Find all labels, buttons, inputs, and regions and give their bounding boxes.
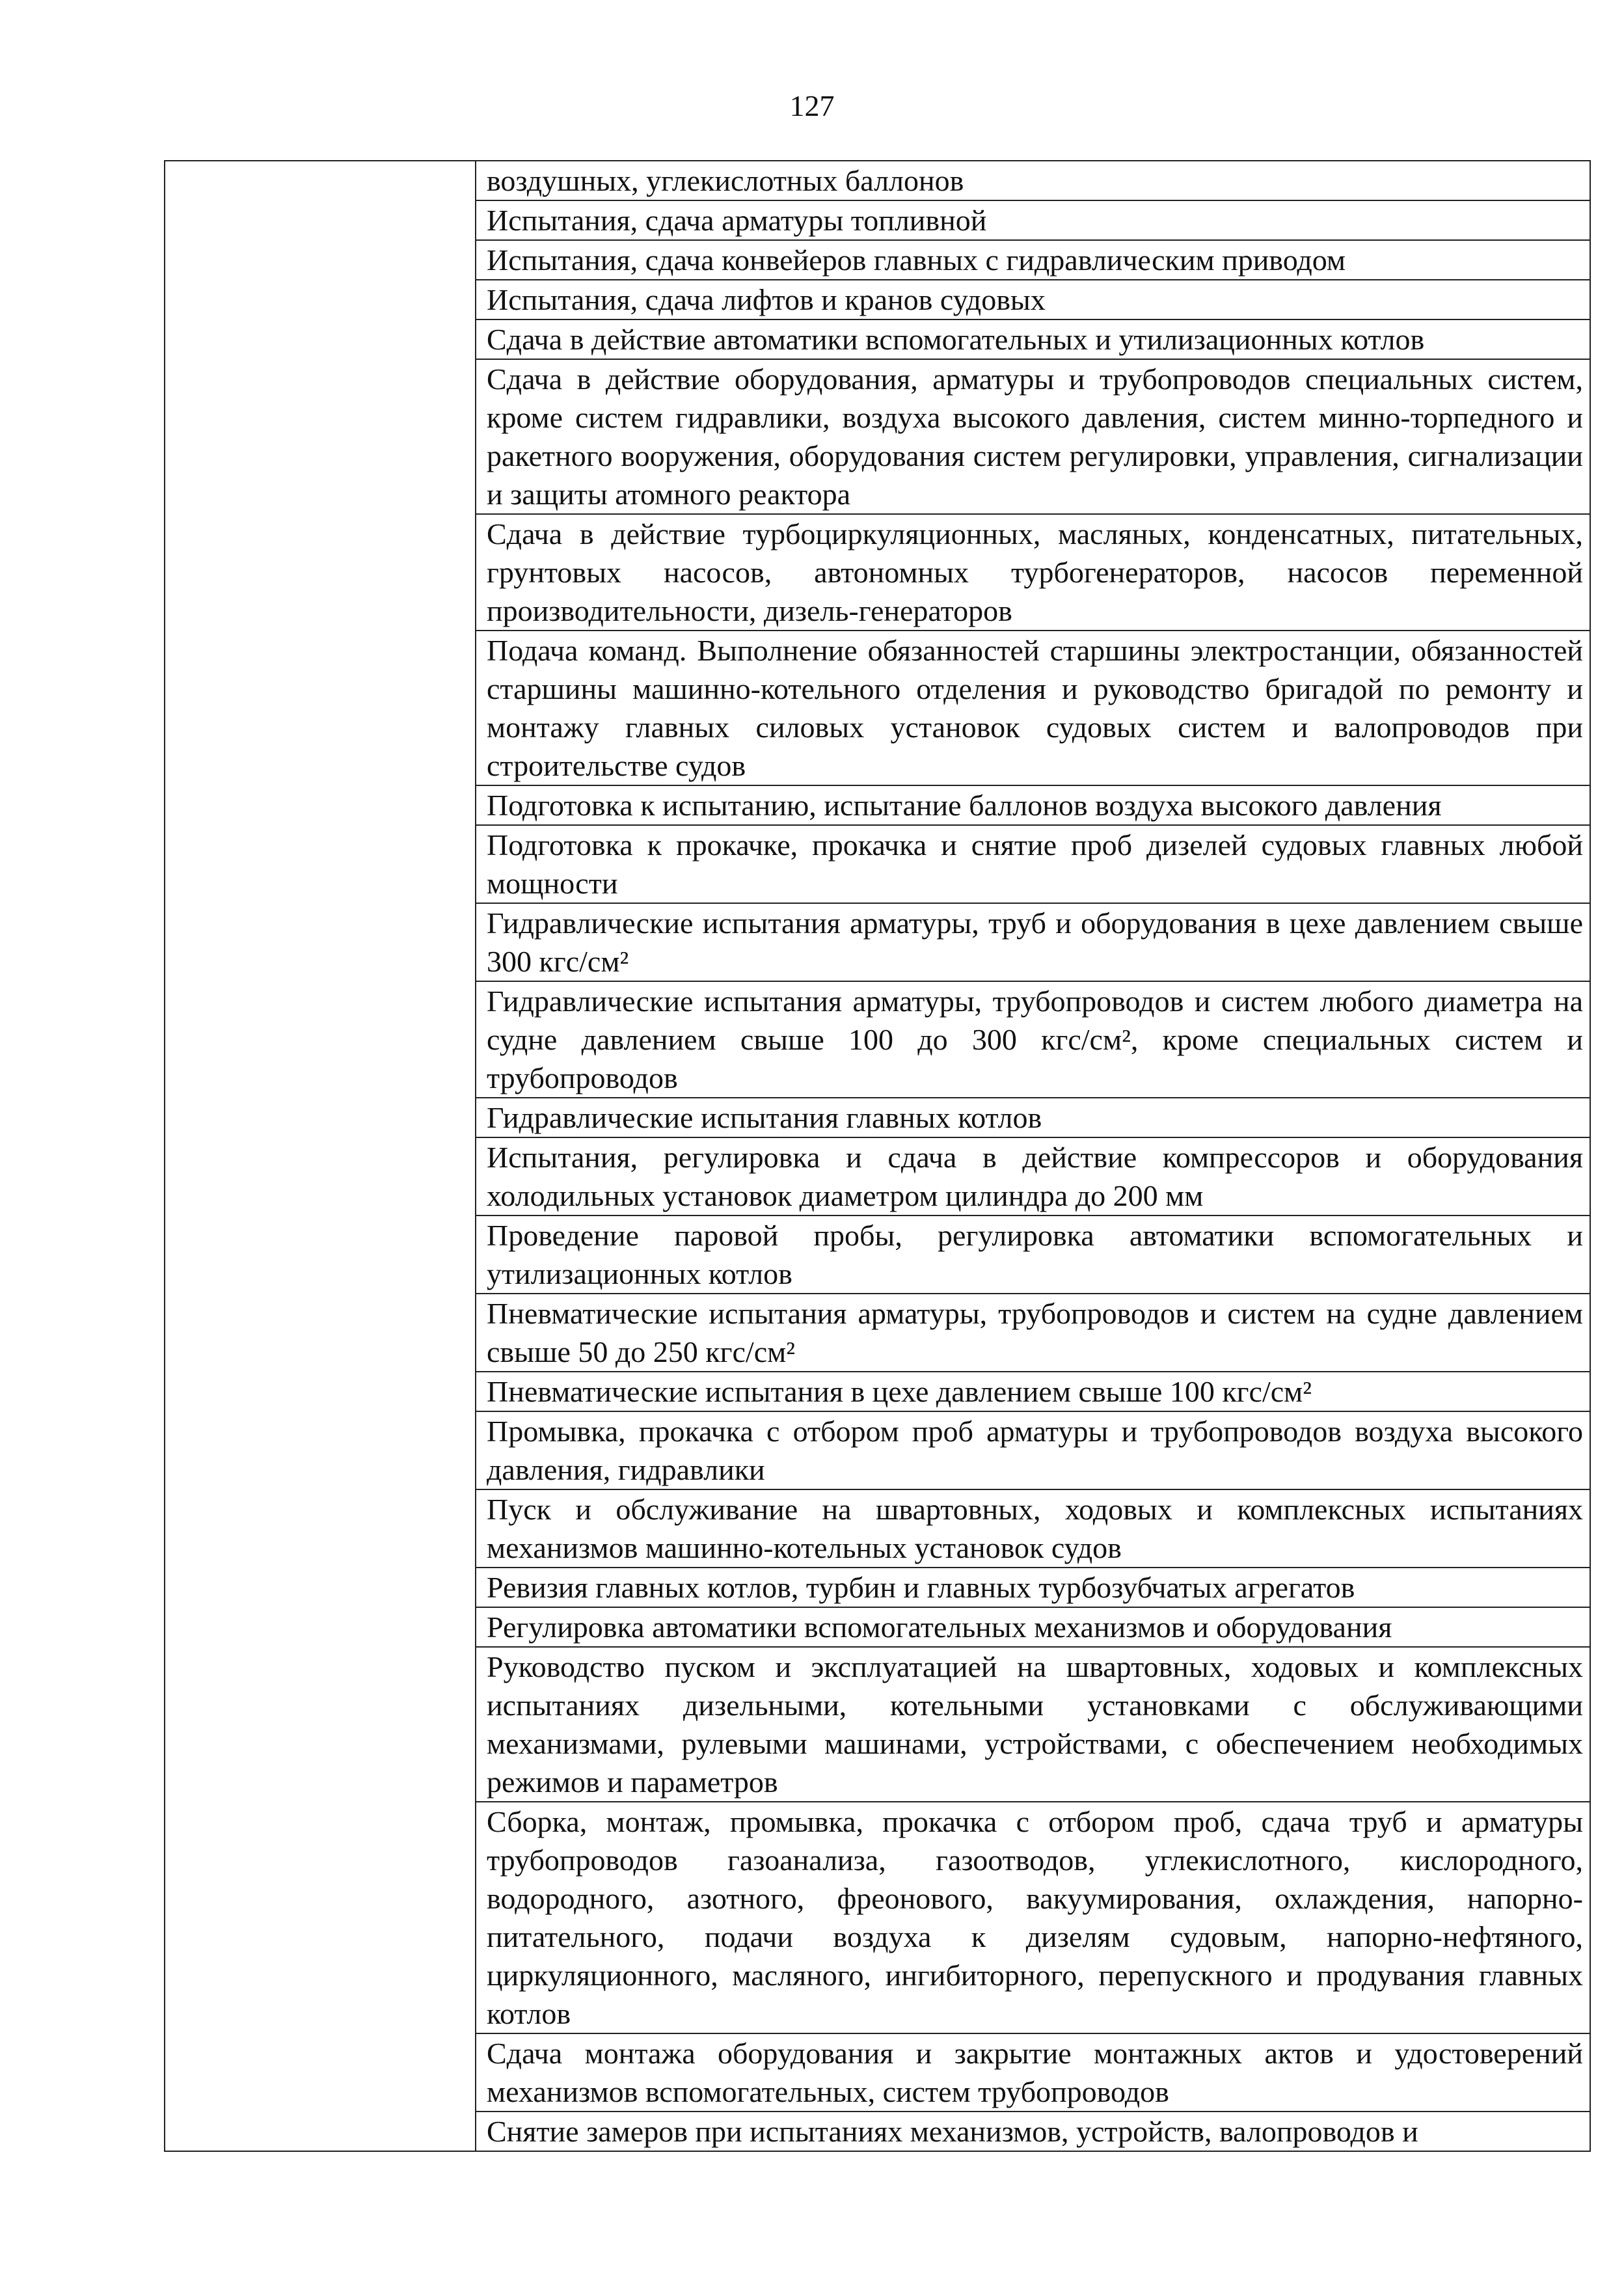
table-row: Сдача в действие турбоциркуляционных, масляных, конденсатных, питательных, грунтовых насосов, автономных турбогенераторов, насосов переменной производительности, дизель-генераторов <box>476 514 1590 631</box>
table-row: Ревизия главных котлов, турбин и главных турбозубчатых агрегатов <box>476 1568 1590 1607</box>
table-row: Регулировка автоматики вспомогательных механизмов и оборудования <box>476 1607 1590 1647</box>
table-row: Гидравлические испытания арматуры, труб и оборудования в цехе давлением свыше 300 кгс/см² <box>476 903 1590 981</box>
table-row: Сдача в действие оборудования, арматуры и трубопроводов специальных систем, кроме систем гидравлики, воздуха высокого давления, систем минно-торпедного и ракетного вооружения, оборудования систем регулировки, управления, сигнализации и защиты атомного реактора <box>476 359 1590 514</box>
table-row: Подготовка к испытанию, испытание баллонов воздуха высокого давления <box>476 785 1590 825</box>
table-row: Пуск и обслуживание на швартовных, ходовых и комплексных испытаниях механизмов машинно-котельных установок судов <box>476 1489 1590 1568</box>
table-row: Пневматические испытания в цехе давлением свыше 100 кгс/см² <box>476 1372 1590 1411</box>
work-types-table <box>164 160 1591 2152</box>
table-row: Проведение паровой пробы, регулировка автоматики вспомогательных и утилизационных котлов <box>476 1216 1590 1294</box>
table-row: Испытания, сдача лифтов и кранов судовых <box>476 280 1590 319</box>
work-list-column <box>476 161 1590 2151</box>
table-row: Сдача монтажа оборудования и закрытие монтажных актов и удостоверений механизмов вспомогательных, систем трубопроводов <box>476 2033 1590 2112</box>
table-row: Испытания, сдача арматуры топливной <box>476 200 1590 240</box>
table-row: Промывка, прокачка с отбором проб арматуры и трубопроводов воздуха высокого давления, гидравлики <box>476 1411 1590 1489</box>
table-row: Гидравлические испытания главных котлов <box>476 1098 1590 1137</box>
table-row: Пневматические испытания арматуры, трубопроводов и систем на судне давлением свыше 50 до 250 кгс/см² <box>476 1294 1590 1372</box>
table-row: воздушных, углекислотных баллонов <box>476 161 1590 200</box>
table-row: Руководство пуском и эксплуатацией на швартовных, ходовых и комплексных испытаниях дизельными, котельными установками с обслуживающими механизмами, рулевыми машинами, устройствами, с обеспечением необходимых режимов и параметров <box>476 1647 1590 1802</box>
table-row: Подача команд. Выполнение обязанностей старшины электростанции, обязанностей старшины машинно-котельного отделения и руководство бригадой по ремонту и монтажу главных силовых установок судовых систем и валопроводов при строительстве судов <box>476 631 1590 785</box>
work-list <box>476 161 1590 2151</box>
table-row: Гидравлические испытания арматуры, трубопроводов и систем любого диаметра на судне давлением свыше 100 до 300 кгс/см², кроме специальных систем и трубопроводов <box>476 981 1590 1098</box>
table-row: Снятие замеров при испытаниях механизмов, устройств, валопроводов и <box>487 2115 1418 2148</box>
table-row: Испытания, регулировка и сдача в действие компрессоров и оборудования холодильных установок диаметром цилиндра до 200 мм <box>476 1137 1590 1216</box>
table-row: Подготовка к прокачке, прокачка и снятие проб дизелей судовых главных любой мощности <box>476 825 1590 903</box>
table-row: Сборка, монтаж, промывка, прокачка с отбором проб, сдача труб и арматуры трубопроводов газоанализа, газоотводов, углекислотного, кислородного, водородного, азотного, фреонового, вакуумирования, охлаждения, напорно-питательного, подачи воздуха к дизелям судовым, напорно-нефтяного, циркуляционного, масляного, ингибиторного, перепускного и продувания главных котлов <box>476 1802 1590 2033</box>
profession-column <box>165 161 476 2151</box>
table-row: Сдача в действие автоматики вспомогательных и утилизационных котлов <box>476 319 1590 359</box>
table-row: Испытания, сдача конвейеров главных с гидравлическим приводом <box>476 240 1590 280</box>
page-number: 127 <box>789 89 835 122</box>
